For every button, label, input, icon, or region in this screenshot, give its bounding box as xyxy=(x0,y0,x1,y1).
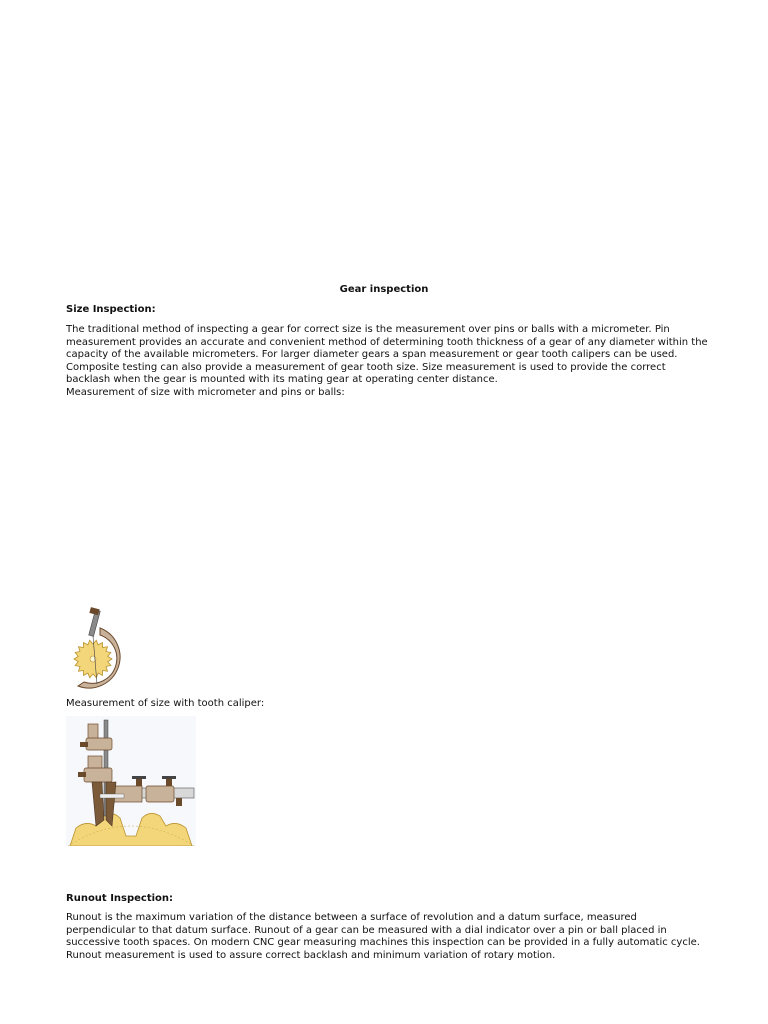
runout-inspection-paragraph: Runout is the maximum variation of the distance between a surface of revolution and a datum surface, measured perpendicular to that datum surface. Runout of a gear can be measured with a dial indicator over a pin or ball placed in successive tooth spaces. On modern CNC gear measuring machines this inspection can be provided in a fully automatic cycle. Runout measurement is used to assure correct backlash and minimum variation of rotary motion. xyxy=(66,912,700,961)
caliper-caption: Measurement of size with tooth caliper: xyxy=(66,698,265,709)
size-inspection-paragraph: The traditional method of inspecting a gear for correct size is the measurement over pins or balls with a micrometer. Pin measurement provides an accurate and convenient method of determining tooth thickness of a gear of any diameter within the capacity of the available micrometers. For larger diameter gears a span measurement or gear tooth calipers can be used. Composite testing can also provide a measurement of gear tooth size. Size measurement is used to provide the correct backlash when the gear is mounted with its mating gear at operating center distance. xyxy=(66,324,708,386)
gear-shape xyxy=(74,640,112,677)
micrometer-gear-illustration xyxy=(66,606,128,690)
document-title: Gear inspection xyxy=(339,284,429,295)
tooth-caliper-illustration xyxy=(66,716,196,846)
micrometer-caption: Measurement of size with micrometer and pins or balls: xyxy=(66,387,345,398)
runout-inspection-heading: Runout Inspection: xyxy=(66,893,174,904)
size-inspection-heading: Size Inspection: xyxy=(66,304,156,315)
